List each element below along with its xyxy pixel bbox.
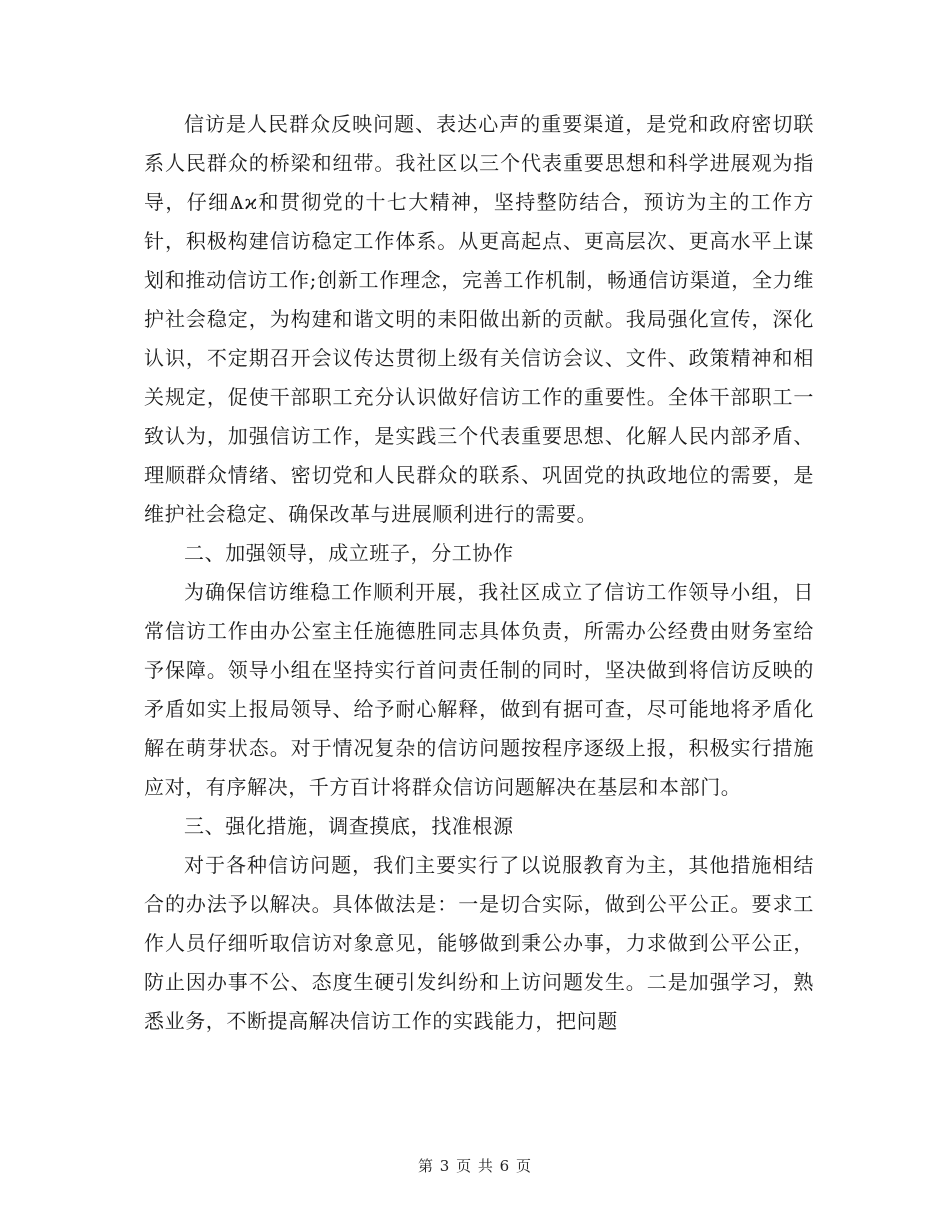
document-body bbox=[144, 105, 814, 1041]
page-number: 第 3 页 共 6 页 bbox=[418, 1157, 532, 1175]
paragraph-leadership: 为确保信访维稳工作顺利开展，我社区成立了信访工作领导小组，日常信访工作由办公室主任施德胜同志具体负责，所需办公经费由财务室给予保障。领导小组在坚持实行首问责任制的同时，坚决做到将信访反映的矛盾如实上报局领导、给予耐心解释，做到有据可查，尽可能地将矛盾化解在萌芽状态。对于情况复杂的信访问题按程序逐级上报，积极实行措施应对，有序解决，千方百计将群众信访问题解决在基层和本部门。 bbox=[144, 580, 814, 799]
section-heading-2: 二、加强领导，成立班子，分工协作 bbox=[184, 541, 514, 565]
section-heading-3: 三、强化措施，调查摸底，找准根源 bbox=[184, 814, 514, 838]
paragraph-intro: 信访是人民群众反映问题、表达心声的重要渠道，是党和政府密切联系人民群众的桥梁和纽带。我社区以三个代表重要思想和科学进展观为指导，仔细Ѧϰ和贯彻党的十七大精神，坚持整防结合，预访为主的工作方针，积极构建信访稳定工作体系。从更高起点、更高层次、更高水平上谋划和推动信访工作;创新工作理念，完善工作机制，畅通信访渠道，全力维护社会稳定，为构建和谐文明的耒阳做出新的贡献。我局强化宣传，深化认识，不定期召开会议传达贯彻上级有关信访会议、文件、政策精神和相关规定，促使干部职工充分认识做好信访工作的重要性。全体干部职工一致认为，加强信访工作，是实践三个代表重要思想、化解人民内部矛盾、理顺群众情绪、密切党和人民群众的联系、巩固党的执政地位的需要，是维护社会稳定、确保改革与进展顺利进行的需要。 bbox=[144, 112, 814, 526]
paragraph-measures: 对于各种信访问题，我们主要实行了以说服教育为主，其他措施相结合的办法予以解决。具体做法是：一是切合实际，做到公平公正。要求工作人员仔细听取信访对象意见，能够做到秉公办事，力求做到公平公正，防止因办事不公、态度生硬引发纠纷和上访问题发生。二是加强学习，熟悉业务，不断提高解决信访工作的实践能力，把问题 bbox=[144, 853, 814, 1033]
